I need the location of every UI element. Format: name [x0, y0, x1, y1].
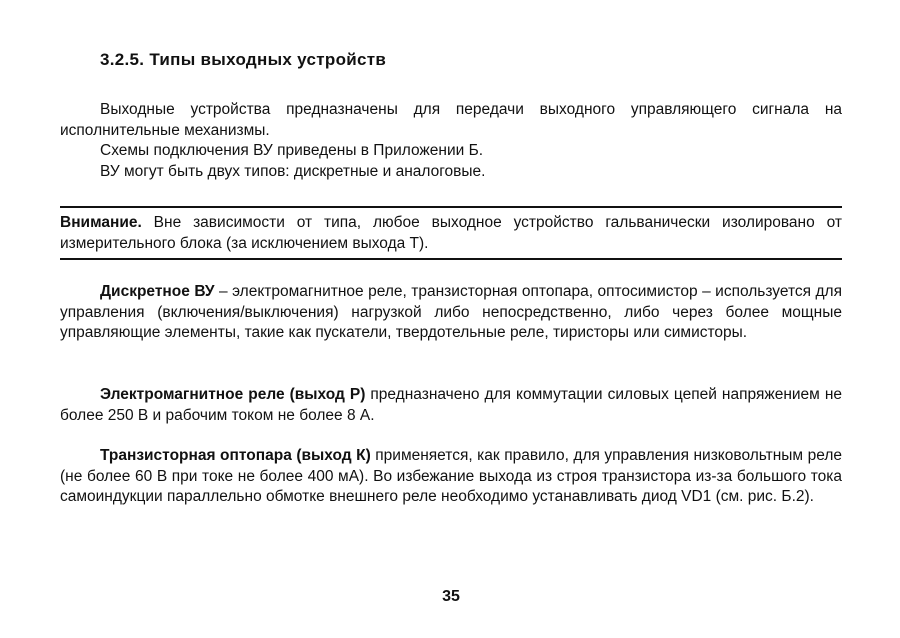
relay-output-section	[60, 385, 842, 426]
relay-paragraph	[60, 385, 842, 426]
discrete-text: – электромагнитное реле, транзисторная оптопара, оптосимистор – используется для управления (включения/выключения) нагрузкой либо непосредственно, либо через более мощные управляющие элементы, такие как пускатели, твердотельные реле, тиристоры или симисторы.	[60, 283, 842, 341]
relay-term: Электромагнитное реле (выход Р)	[100, 386, 366, 403]
relay-text: предназначено для коммутации силовых цепей напряжением не более 250 В и рабочим током не более 8 А.	[60, 386, 842, 424]
intro-paragraph-types: ВУ могут быть двух типов: дискретные и аналоговые.	[100, 162, 486, 180]
optocoupler-output-section	[60, 446, 842, 508]
discrete-paragraph	[60, 282, 842, 344]
intro-section	[60, 100, 842, 182]
discrete-output-section	[60, 282, 842, 344]
notice-text: Вне зависимости от типа, любое выходное устройство гальванически изолировано от измерительного блока (за исключением выхода Т).	[60, 214, 842, 252]
document-page	[60, 0, 842, 638]
notice-label: Внимание.	[60, 214, 142, 231]
notice-box	[60, 206, 842, 260]
optocoupler-paragraph	[60, 446, 842, 508]
optocoupler-term: Транзисторная оптопара (выход К)	[100, 447, 371, 464]
discrete-term: Дискретное ВУ	[100, 283, 215, 300]
notice-paragraph	[60, 213, 842, 254]
section-heading: 3.2.5. Типы выходных устройств	[100, 50, 387, 69]
optocoupler-text: применяется, как правило, для управления низковольтным реле (не более 60 В при токе не более 400 мА). Во избежание выхода из строя транзистора из-за большого тока самоиндукции параллельно обмотке внешнего реле необходимо устанавливать диод VD1 (см. рис. Б.2).	[60, 447, 842, 505]
intro-paragraph-purpose: Выходные устройства предназначены для передачи выходного управляющего сигнала на исполнительные механизмы.	[60, 101, 842, 139]
intro-paragraph-appendix: Схемы подключения ВУ приведены в Приложении Б.	[100, 142, 484, 159]
page-number: 35	[442, 588, 460, 605]
